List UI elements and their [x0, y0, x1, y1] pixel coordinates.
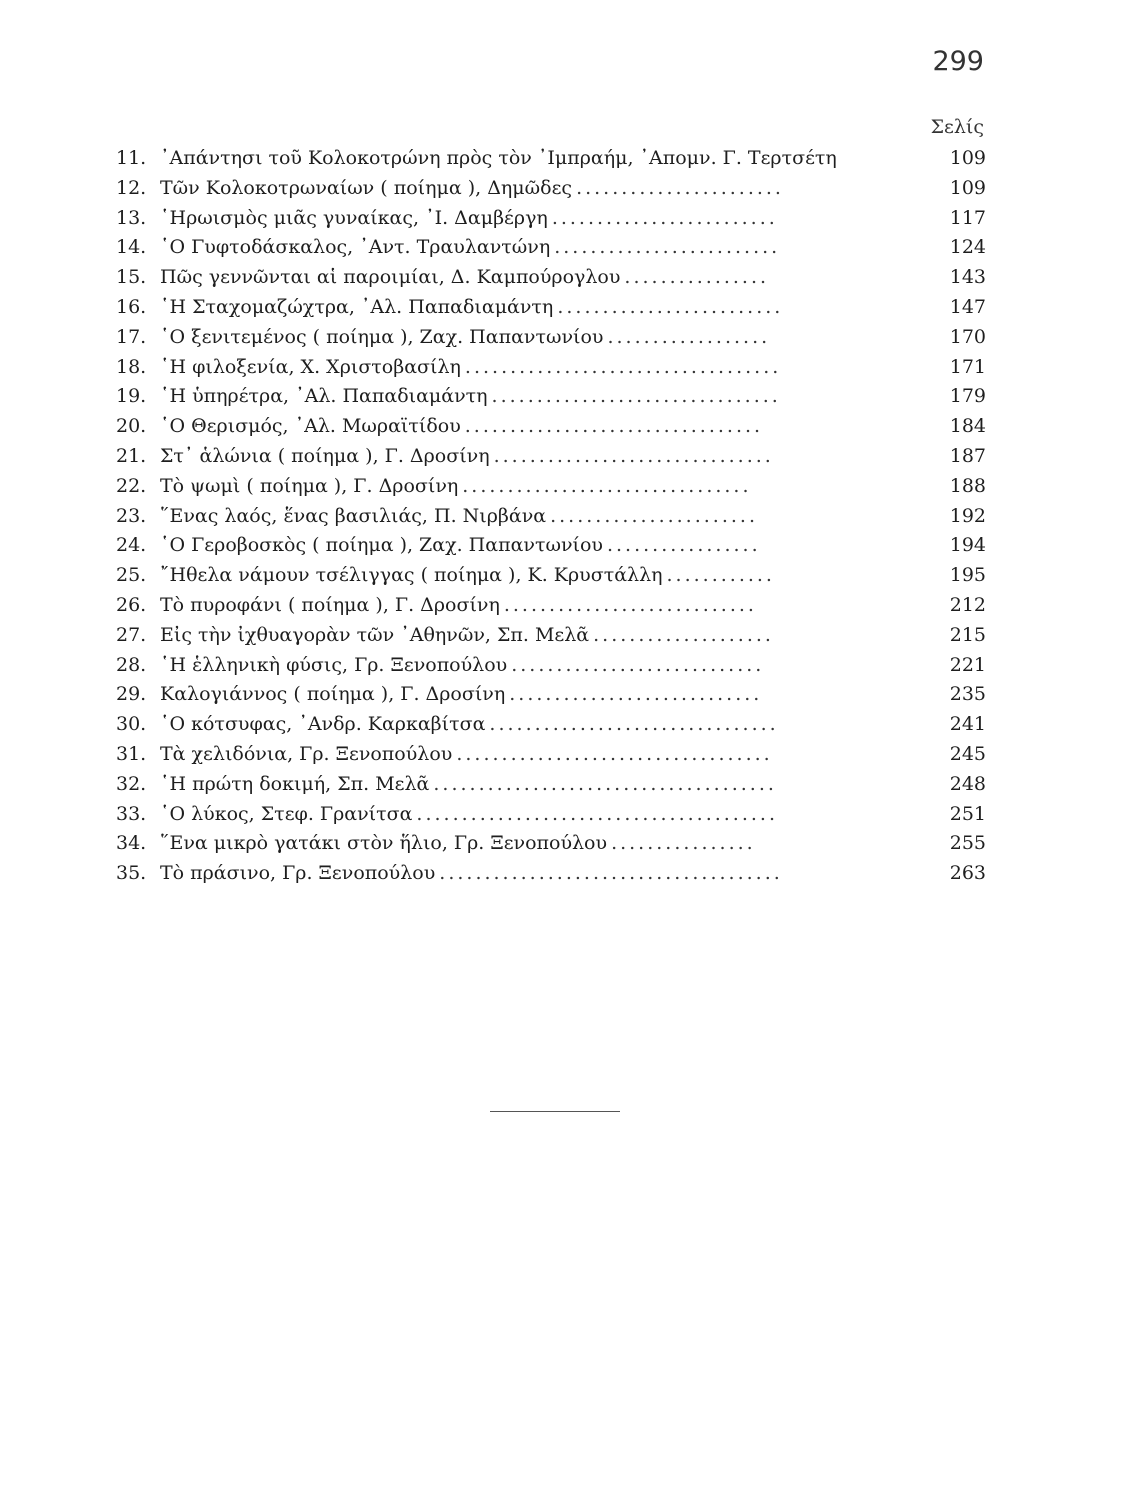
- toc-entry: [116, 502, 986, 532]
- toc-entry: [116, 561, 986, 591]
- dot-leader: ....................: [593, 623, 774, 646]
- dot-leader: ................: [624, 266, 770, 289]
- entry-number: 17.: [116, 325, 147, 348]
- page-number: 299: [932, 46, 984, 77]
- toc-entry: [116, 382, 986, 412]
- dot-leader: ...................................: [464, 355, 782, 378]
- toc-entry: [116, 531, 986, 561]
- dot-leader: .................................: [464, 415, 764, 438]
- entry-number: 22.: [116, 474, 147, 497]
- entry-number: 23.: [116, 504, 147, 527]
- entry-title: ῎Ηθελα νάμουν τσέλιγγας ( ποίημα ), Κ. Κρυστάλλη: [160, 564, 663, 587]
- dot-leader: ............................: [503, 593, 757, 616]
- entry-number: 13.: [116, 206, 147, 229]
- entry-page-number: 235: [949, 683, 986, 706]
- dot-leader: ........................................: [416, 802, 779, 825]
- toc-entry: [116, 323, 986, 353]
- toc-entry: [116, 174, 986, 204]
- entry-number: 34.: [116, 832, 147, 855]
- entry-number: 32.: [116, 772, 147, 795]
- entry-number: 30.: [116, 713, 147, 736]
- dot-leader: .........................: [551, 206, 778, 229]
- entry-page-number: 251: [949, 802, 986, 825]
- entry-page-number: 221: [949, 653, 986, 676]
- dot-leader: .........................: [554, 236, 781, 259]
- toc-entry: [116, 144, 986, 174]
- bleed-through-rule: [490, 1111, 620, 1112]
- entry-page-number: 241: [949, 713, 986, 736]
- entry-title: Τὸ ψωμὶ ( ποίημα ), Γ. Δροσίνη: [160, 474, 459, 497]
- dot-leader: ................................: [489, 713, 779, 736]
- entry-page-number: 194: [949, 534, 986, 557]
- entry-page-number: 188: [949, 474, 986, 497]
- entry-page-number: 187: [949, 444, 986, 467]
- entry-number: 18.: [116, 355, 147, 378]
- entry-title: ῞Ενα μικρὸ γατάκι στὸν ἥλιο, Γρ. Ξενοπούλου: [160, 832, 608, 855]
- entry-title: ῾Ο Γυφτοδάσκαλος, ᾿Αντ. Τραυλαντώνη: [160, 236, 551, 259]
- page-column-header: Σελίς: [930, 116, 984, 138]
- entry-title: Καλογιάννος ( ποίημα ), Γ. Δροσίνη: [160, 683, 506, 706]
- entry-page-number: 109: [949, 176, 986, 199]
- entry-page-number: 263: [949, 862, 986, 885]
- entry-number: 25.: [116, 564, 147, 587]
- entry-number: 14.: [116, 236, 147, 259]
- entry-number: 35.: [116, 862, 147, 885]
- entry-number: 16.: [116, 295, 147, 318]
- toc-entry: [116, 263, 986, 293]
- dot-leader: ................................: [491, 385, 781, 408]
- dot-leader: ......................................: [433, 772, 777, 795]
- toc-entry: [116, 472, 986, 502]
- toc-entry: [116, 680, 986, 710]
- entry-number: 33.: [116, 802, 147, 825]
- entry-title: Τὸ πράσινο, Γρ. Ξενοπούλου: [160, 862, 436, 885]
- entry-title: ῾Η Σταχομαζώχτρα, ᾿Αλ. Παπαδιαμάντη: [160, 295, 554, 318]
- entry-title: Πῶς γεννῶνται αἱ παροιμίαι, Δ. Καμπούρογλου: [160, 266, 621, 289]
- entry-title: ῾Η ὑπηρέτρα, ᾿Αλ. Παπαδιαμάντη: [160, 385, 488, 408]
- toc-entry: [116, 204, 986, 234]
- entry-page-number: 170: [949, 325, 986, 348]
- toc-entry: [116, 233, 986, 263]
- dot-leader: ................: [611, 832, 756, 855]
- toc-entry: [116, 710, 986, 740]
- entry-title: ῾Ο κότσυφας, ᾿Ανδρ. Καρκαβίτσα: [160, 713, 486, 736]
- toc-entry: [116, 293, 986, 323]
- entry-page-number: 248: [949, 772, 986, 795]
- toc-entry: [116, 829, 986, 859]
- entry-title: ῞Ενας λαός, ἕνας βασιλιάς, Π. Νιρβάνα: [160, 504, 547, 527]
- entry-page-number: 245: [949, 742, 986, 765]
- entry-page-number: 179: [949, 385, 986, 408]
- entry-page-number: 117: [949, 206, 986, 229]
- toc-entry: [116, 621, 986, 651]
- entry-title: ῾Η ἑλληνικὴ φύσις, Γρ. Ξενοπούλου: [160, 653, 508, 676]
- entry-title: ῾Ο λύκος, Στεφ. Γρανίτσα: [160, 802, 413, 825]
- dot-leader: .......................: [576, 176, 784, 199]
- dot-leader: ...................................: [456, 742, 773, 765]
- entry-title: ῾Ο Θερισμός, ᾿Αλ. Μωραϊτίδου: [160, 415, 461, 438]
- entry-title: ῾Ηρωισμὸς μιᾶς γυναίκας, ᾿Ι. Δαμβέργη: [160, 206, 548, 229]
- toc-entry: [116, 591, 986, 621]
- entry-title: ῾Η πρώτη δοκιμή, Σπ. Μελᾶ: [160, 772, 430, 795]
- entry-page-number: 109: [949, 147, 986, 169]
- entry-number: 27.: [116, 623, 147, 646]
- entry-page-number: 192: [949, 504, 986, 527]
- toc-entry: [116, 770, 986, 800]
- toc-entry: [116, 740, 986, 770]
- dot-leader: .......................: [550, 504, 759, 527]
- entry-page-number: 124: [949, 236, 986, 259]
- entry-page-number: 255: [949, 832, 986, 855]
- dot-leader: ............................: [511, 653, 765, 676]
- entry-page-number: 184: [949, 415, 986, 438]
- entry-number: 29.: [116, 683, 147, 706]
- dot-leader: .................: [606, 534, 761, 557]
- entry-page-number: 171: [949, 355, 986, 378]
- entry-number: 12.: [116, 176, 147, 199]
- toc-entry: [116, 412, 986, 442]
- toc-entry: [116, 859, 986, 889]
- entry-title: Τῶν Κολοκοτρωναίων ( ποίημα ), Δημῶδες: [160, 176, 573, 199]
- entry-page-number: 215: [949, 623, 986, 646]
- entry-page-number: 212: [949, 593, 986, 616]
- entry-number: 26.: [116, 593, 147, 616]
- dot-leader: ................................: [462, 474, 752, 497]
- toc-entry: [116, 353, 986, 383]
- dot-leader: .........................: [557, 295, 784, 318]
- dot-leader: ...............................: [493, 444, 774, 467]
- entry-title: ῾Ο ξενιτεμένος ( ποίημα ), Ζαχ. Παπαντωνίου: [160, 325, 604, 348]
- entry-number: 28.: [116, 653, 147, 676]
- entry-title: Τὸ πυροφάνι ( ποίημα ), Γ. Δροσίνη: [160, 593, 500, 616]
- entry-number: 11.: [116, 147, 147, 169]
- entry-number: 21.: [116, 444, 147, 467]
- entry-number: 31.: [116, 742, 147, 765]
- entry-number: 20.: [116, 415, 147, 438]
- entry-title: Τὰ χελιδόνια, Γρ. Ξενοπούλου: [160, 742, 453, 765]
- dot-leader: ..................: [607, 325, 771, 348]
- entry-title: ᾿Απάντησι τοῦ Κολοκοτρώνη πρὸς τὸν ᾿Ιμπραήμ, ᾿Απομν. Γ. Τερτσέτη: [160, 147, 837, 169]
- dot-leader: ......................................: [439, 862, 783, 885]
- dot-leader: ............................: [509, 683, 763, 706]
- entry-page-number: 147: [949, 295, 986, 318]
- entry-title: ῾Ο Γεροβοσκὸς ( ποίημα ), Ζαχ. Παπαντωνίου: [160, 534, 603, 557]
- dot-leader: ............: [666, 564, 775, 587]
- entry-title: Εἰς τὴν ἰχθυαγορὰν τῶν ᾿Αθηνῶν, Σπ. Μελᾶ: [160, 623, 590, 646]
- entry-page-number: 195: [949, 564, 986, 587]
- entry-title: Στ᾿ ἁλώνια ( ποίημα ), Γ. Δροσίνη: [160, 444, 490, 467]
- toc-entry: [116, 651, 986, 681]
- table-of-contents: [116, 144, 986, 889]
- entry-number: 15.: [116, 266, 147, 289]
- toc-entry: [116, 442, 986, 472]
- entry-page-number: 143: [949, 266, 986, 289]
- toc-entry: [116, 800, 986, 830]
- entry-number: 19.: [116, 385, 147, 408]
- entry-number: 24.: [116, 534, 147, 557]
- entry-title: ῾Η φιλοξενία, Χ. Χριστοβασίλη: [160, 355, 461, 378]
